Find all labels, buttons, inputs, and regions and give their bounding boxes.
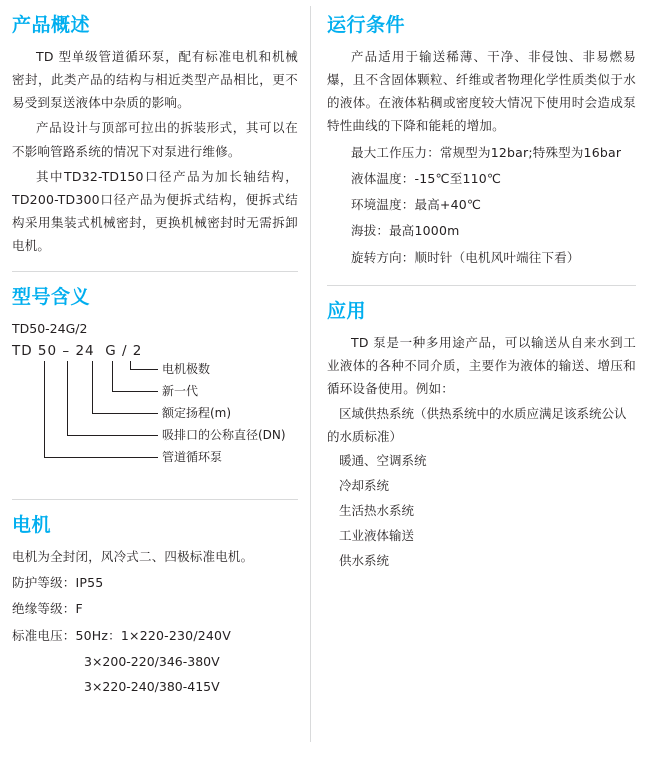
overview-paragraph-3: 其中TD32-TD150口径产品为加长轴结构，TD200-TD300口径产品为便拆式结构，便拆式结构采用集装式机械密封，更换机械密封时无需拆卸电机。 <box>12 168 298 253</box>
application-item-water-supply: 供水系统 <box>339 553 390 569</box>
section-title-operating-conditions: 运行条件 <box>327 14 406 36</box>
diagram-label-head: 额定扬程(m) <box>162 405 232 420</box>
right-column <box>311 0 650 760</box>
diagram-line-head <box>92 361 93 413</box>
application-item-industrial-liquid-transfer: 工业液体输送 <box>339 528 415 544</box>
divider-model-motor <box>12 499 298 500</box>
diagram-connector-dn <box>67 435 158 436</box>
condition-max-pressure: 最大工作压力：常规型为12bar;特殊型为16bar <box>351 144 622 160</box>
application-item-district-heating: 区域供热系统（供热系统中的水质应满足该系统公认的水质标准） <box>327 406 627 445</box>
divider-conditions-application <box>327 285 636 286</box>
diagram-connector-poles <box>130 369 158 370</box>
diagram-connector-head <box>92 413 158 414</box>
left-column <box>0 0 310 760</box>
condition-rotation-direction: 旋转方向：顺时针（电机风叶端往下看） <box>351 249 580 265</box>
motor-spec-voltage: 标准电压：50Hz：1×220-230/240V <box>12 627 231 643</box>
model-code-block <box>12 317 298 485</box>
motor-voltage-option-1: 3×200-220/346-380V <box>84 653 220 669</box>
motor-spec-protection: 防护等级：IP55 <box>12 575 104 590</box>
condition-altitude: 海拔：最高1000m <box>351 223 460 239</box>
condition-liquid-temperature: 液体温度：-15℃至110℃ <box>351 170 502 186</box>
diagram-connector-type <box>44 457 158 458</box>
diagram-line-dn <box>67 361 68 435</box>
model-code-breakdown: TD 50 – 24 G / 2 <box>12 342 143 359</box>
divider-overview-model <box>12 271 298 272</box>
diagram-label-type: 管道循环泵 <box>162 449 223 464</box>
section-title-application: 应用 <box>327 299 367 322</box>
section-title-overview: 产品概述 <box>12 14 91 36</box>
model-example: TD50-24G/2 <box>12 321 88 337</box>
application-paragraph-1: TD 泵是一种多用途产品，可以输送从自来水到工业液体的各种不同介质，主要作为液体的输送、增压和循环设备使用。例如： <box>327 334 636 396</box>
condition-ambient-temperature: 环境温度：最高+40℃ <box>351 197 482 212</box>
diagram-label-poles: 电机极数 <box>162 361 211 376</box>
diagram-line-type <box>44 361 45 457</box>
section-title-model: 型号含义 <box>12 286 91 309</box>
diagram-line-poles <box>130 361 131 369</box>
section-title-motor: 电机 <box>12 513 52 536</box>
diagram-label-dn: 吸排口的公称直径(DN) <box>162 427 286 442</box>
application-item-domestic-hot-water: 生活热水系统 <box>339 503 415 519</box>
model-code-diagram <box>12 361 298 485</box>
diagram-label-generation: 新一代 <box>162 383 199 398</box>
conditions-paragraph-1: 产品适用于输送稀薄、干净、非侵蚀、非易燃易爆，且不含固体颗粒、纤维或者物理化学性质类似于水的液体。在液体粘稠或密度较大情况下使用时会造成泵特性曲线的下降和能耗的增加。 <box>327 49 636 134</box>
overview-paragraph-2: 产品设计与顶部可拉出的拆装形式，其可以在不影响管路系统的情况下对泵进行维修。 <box>12 120 298 159</box>
diagram-line-generation <box>112 361 113 391</box>
application-item-cooling: 冷却系统 <box>339 478 390 494</box>
diagram-connector-generation <box>112 391 158 392</box>
motor-intro: 电机为全封闭，风冷式二、四极标准电机。 <box>12 548 254 564</box>
motor-voltage-option-2: 3×220-240/380-415V <box>84 678 220 694</box>
overview-paragraph-1: TD 型单级管道循环泵，配有标准电机和机械密封，此类产品的结构与相近类型产品相比，更不易受到泵送液体中杂质的影响。 <box>12 49 298 111</box>
application-item-hvac: 暖通、空调系统 <box>339 453 427 469</box>
motor-spec-insulation: 绝缘等级：F <box>12 601 83 617</box>
